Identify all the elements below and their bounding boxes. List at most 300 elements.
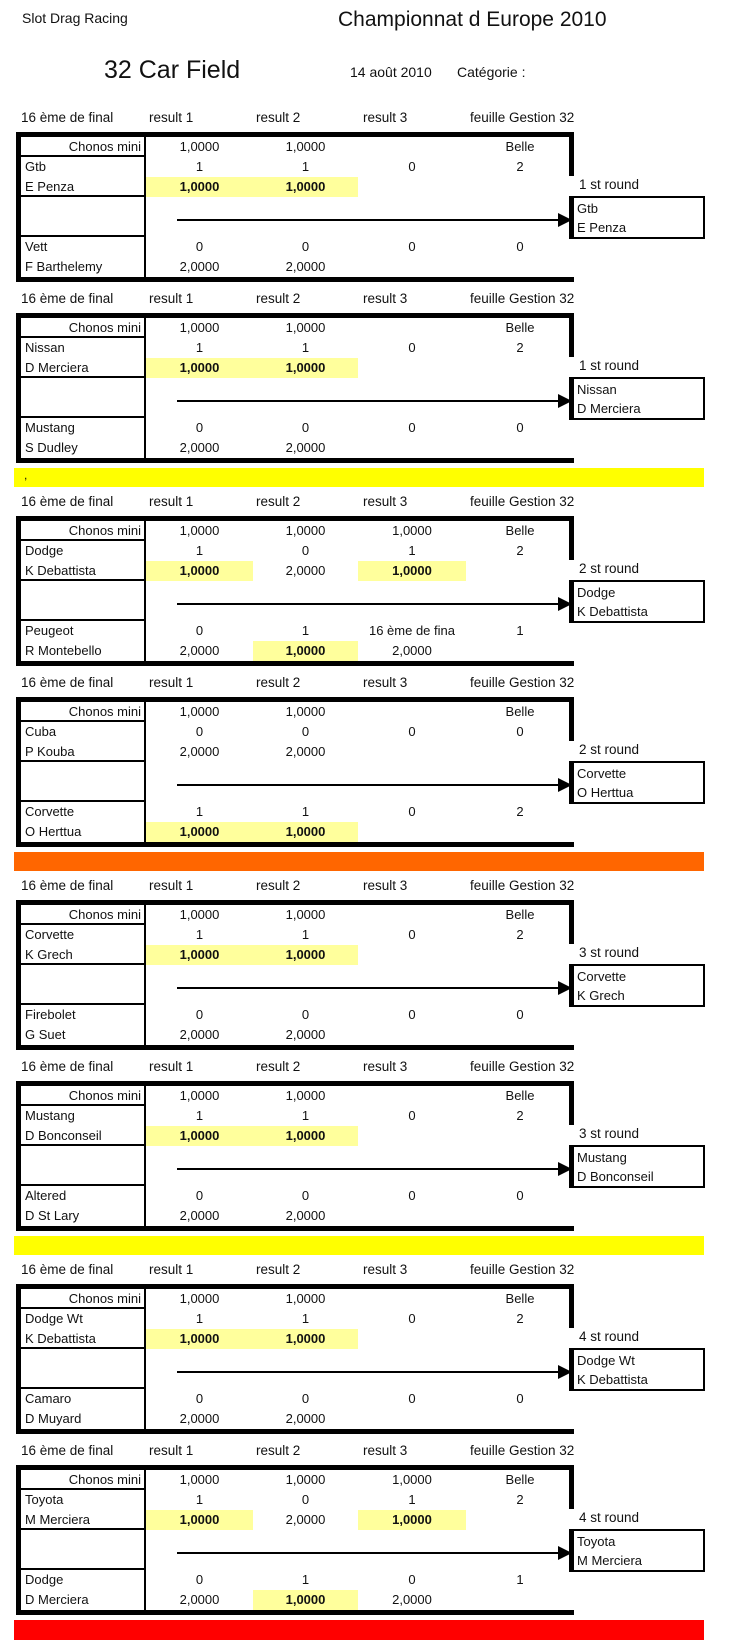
win-count: 1 <box>195 543 204 558</box>
time-cell: 2,0000 <box>179 440 220 455</box>
driver-name-bottom: R Montebello <box>21 641 146 661</box>
empty-cell <box>466 1126 574 1146</box>
bracket-stub <box>569 313 574 357</box>
belle-count: 2 <box>516 1108 524 1123</box>
col-header-sheet: feuille Gestion 32 <box>470 675 575 690</box>
driver-name-top: D Merciera <box>21 358 146 378</box>
winner-driver: D Bonconseil <box>577 1169 654 1184</box>
round-label: 2 st round <box>579 742 640 757</box>
belle-count: 0 <box>516 1188 524 1203</box>
separator-band <box>14 1620 704 1640</box>
time-cell <box>358 438 466 458</box>
winner-driver: K Debattista <box>577 1372 648 1387</box>
match-block <box>0 108 735 282</box>
winner-box <box>569 580 705 623</box>
winner-driver: O Herttua <box>577 785 634 800</box>
car-name-top: Nissan <box>21 338 146 358</box>
winner-driver: E Penza <box>577 220 627 235</box>
empty-cell <box>466 1590 574 1610</box>
chronos-label: Chonos mini <box>21 1289 146 1309</box>
win-count: 0 <box>301 239 310 254</box>
win-count: 0 <box>195 420 204 435</box>
time-cell <box>358 1206 466 1226</box>
match-table <box>16 1465 574 1615</box>
win-count: 0 <box>408 159 416 174</box>
time-cell: 2,0000 <box>179 259 220 274</box>
col-header-round: 16 ème de final <box>21 494 114 509</box>
col-header-result2: result 2 <box>256 675 301 690</box>
time-cell: 2,0000 <box>285 259 326 274</box>
col-header-result2: result 2 <box>256 878 301 893</box>
col-header-result1: result 1 <box>149 1262 194 1277</box>
empty-cell <box>466 1025 574 1045</box>
col-header-result2: result 2 <box>256 1059 301 1074</box>
win-count: 0 <box>408 1572 416 1587</box>
time-cell: 2,0000 <box>179 1208 220 1223</box>
col-header-round: 16 ème de final <box>21 1262 114 1277</box>
col-header-round: 16 ème de final <box>21 1059 114 1074</box>
separator-band <box>14 468 704 487</box>
chronos-label: Chonos mini <box>21 702 146 722</box>
win-count: 0 <box>408 1391 416 1406</box>
belle-label: Belle <box>505 523 535 538</box>
winner-car: Dodge Wt <box>577 1353 635 1368</box>
chronos-value-1: 1,0000 <box>179 1088 220 1103</box>
bracket-stub <box>569 516 574 560</box>
win-count: 0 <box>301 420 310 435</box>
time-cell <box>358 358 466 378</box>
chronos-value-2: 1,0000 <box>285 704 326 719</box>
time-cell: 1,0000 <box>146 1510 253 1530</box>
win-count: 0 <box>195 239 204 254</box>
match-table <box>16 132 574 282</box>
winner-driver: K Debattista <box>577 604 648 619</box>
car-name-bottom: Mustang <box>21 418 146 438</box>
win-count: 0 <box>301 1492 310 1507</box>
win-count: 1 <box>301 159 310 174</box>
time-cell: 1,0000 <box>253 1126 358 1146</box>
time-cell: 1,0000 <box>253 358 358 378</box>
col-header-round: 16 ème de final <box>21 291 114 306</box>
belle-count: 2 <box>516 804 524 819</box>
car-name-top: Gtb <box>21 157 146 177</box>
match-block <box>0 289 735 463</box>
belle-label: Belle <box>505 704 535 719</box>
chronos-label: Chonos mini <box>21 1470 146 1490</box>
time-cell: 1,0000 <box>146 1329 253 1349</box>
col-header-result1: result 1 <box>149 291 194 306</box>
arrow-area <box>146 1349 574 1389</box>
time-cell: 1,0000 <box>253 1329 358 1349</box>
win-count: 0 <box>408 1188 416 1203</box>
belle-count: 2 <box>516 340 524 355</box>
belle-count: 2 <box>516 1311 524 1326</box>
win-count: 1 <box>301 804 310 819</box>
winner-car: Corvette <box>577 766 627 781</box>
win-count: 1 <box>408 543 416 558</box>
separator-band <box>14 1236 704 1255</box>
advance-arrow <box>177 784 558 786</box>
win-count: 1 <box>301 623 310 638</box>
driver-name-top: K Debattista <box>21 1329 146 1349</box>
winner-car: Dodge <box>577 585 616 600</box>
empty-cell <box>466 822 574 842</box>
belle-label: Belle <box>505 907 535 922</box>
arrow-area <box>146 581 574 621</box>
round-label: 1 st round <box>579 358 640 373</box>
match-block <box>0 1441 735 1615</box>
col-header-round: 16 ème de final <box>21 878 114 893</box>
win-count: 1 <box>195 804 204 819</box>
winner-box <box>569 1529 705 1572</box>
chronos-value-1: 1,0000 <box>179 523 220 538</box>
winner-car: Mustang <box>577 1150 627 1165</box>
time-cell: 1,0000 <box>358 561 466 581</box>
driver-name-bottom: F Barthelemy <box>21 257 146 277</box>
col-header-sheet: feuille Gestion 32 <box>470 878 575 893</box>
advance-arrow <box>177 987 558 989</box>
arrow-area <box>146 197 574 237</box>
time-cell <box>358 257 466 277</box>
chronos-value-3 <box>358 905 466 925</box>
match-table <box>16 900 574 1050</box>
win-count: 1 <box>195 340 204 355</box>
round-label: 3 st round <box>579 945 640 960</box>
time-cell: 1,0000 <box>146 358 253 378</box>
car-name-top: Dodge Wt <box>21 1309 146 1329</box>
empty-cell <box>466 438 574 458</box>
time-cell <box>358 822 466 842</box>
belle-count: 2 <box>516 927 524 942</box>
advance-arrow <box>177 1168 558 1170</box>
empty-cell <box>466 742 574 762</box>
connector-box <box>21 197 146 237</box>
match-table <box>16 697 574 847</box>
time-cell: 2,0000 <box>285 1411 326 1426</box>
chronos-value-2: 1,0000 <box>285 907 326 922</box>
driver-name-bottom: D Merciera <box>21 1590 146 1610</box>
belle-label: Belle <box>505 320 535 335</box>
time-cell: 2,0000 <box>179 1592 220 1607</box>
match-block <box>0 492 735 666</box>
winner-box <box>569 1145 705 1188</box>
win-count: 0 <box>408 420 416 435</box>
time-cell: 1,0000 <box>253 945 358 965</box>
win-count: 1 <box>301 1311 310 1326</box>
time-cell <box>358 1126 466 1146</box>
arrow-area <box>146 1530 574 1570</box>
page-title: Championnat d Europe 2010 <box>338 8 607 31</box>
time-cell: 2,0000 <box>179 643 220 658</box>
car-name-bottom: Vett <box>21 237 146 257</box>
chronos-value-2: 1,0000 <box>285 1472 326 1487</box>
time-cell: 2,0000 <box>285 1512 326 1527</box>
bracket-stub <box>569 1465 574 1509</box>
win-count: 0 <box>408 340 416 355</box>
win-count: 1 <box>195 159 204 174</box>
time-cell: 2,0000 <box>179 744 220 759</box>
col-header-sheet: feuille Gestion 32 <box>470 1262 575 1277</box>
car-name-bottom: Dodge <box>21 1570 146 1590</box>
chronos-label: Chonos mini <box>21 521 146 541</box>
belle-count: 1 <box>516 1572 524 1587</box>
chronos-value-2: 1,0000 <box>285 1291 326 1306</box>
win-count: 1 <box>195 1108 204 1123</box>
driver-name-bottom: D St Lary <box>21 1206 146 1226</box>
time-cell: 1,0000 <box>253 1590 358 1610</box>
bracket-stub <box>569 1284 574 1328</box>
win-count: 0 <box>195 1391 204 1406</box>
col-header-result2: result 2 <box>256 110 301 125</box>
driver-name-bottom: G Suet <box>21 1025 146 1045</box>
win-count: 0 <box>195 1007 204 1022</box>
round-label: 1 st round <box>579 177 640 192</box>
winner-car: Gtb <box>577 201 598 216</box>
col-header-result1: result 1 <box>149 878 194 893</box>
time-cell: 2,0000 <box>179 1411 220 1426</box>
event-date: 14 août 2010 <box>350 64 432 80</box>
chronos-value-3 <box>358 702 466 722</box>
belle-count: 2 <box>516 159 524 174</box>
belle-count: 0 <box>516 239 524 254</box>
win-count: 0 <box>301 1188 310 1203</box>
winner-box <box>569 196 705 239</box>
col-header-sheet: feuille Gestion 32 <box>470 291 575 306</box>
col-header-result1: result 1 <box>149 1443 194 1458</box>
time-cell: 2,0000 <box>392 643 432 658</box>
win-count: 1 <box>408 1492 416 1507</box>
time-cell: 1,0000 <box>253 822 358 842</box>
col-header-result3: result 3 <box>363 675 408 690</box>
chronos-value-3 <box>358 1289 466 1309</box>
time-cell: 2,0000 <box>285 1027 326 1042</box>
time-cell: 1,0000 <box>146 945 253 965</box>
match-block <box>0 1260 735 1434</box>
match-table <box>16 1081 574 1231</box>
col-header-result2: result 2 <box>256 291 301 306</box>
time-cell: 1,0000 <box>146 1126 253 1146</box>
col-header-sheet: feuille Gestion 32 <box>470 1443 575 1458</box>
win-count: 1 <box>301 1572 310 1587</box>
belle-count: 0 <box>516 1391 524 1406</box>
col-header-result1: result 1 <box>149 494 194 509</box>
empty-cell <box>466 641 574 661</box>
winner-box <box>569 761 705 804</box>
advance-arrow <box>177 603 558 605</box>
arrow-area <box>146 762 574 802</box>
time-cell <box>358 1025 466 1045</box>
col-header-result3: result 3 <box>363 110 408 125</box>
time-cell: 1,0000 <box>358 1510 466 1530</box>
car-name-bottom: Camaro <box>21 1389 146 1409</box>
bracket-sheet <box>0 108 735 1640</box>
arrow-area <box>146 1146 574 1186</box>
car-name-bottom: Corvette <box>21 802 146 822</box>
win-count: 0 <box>195 1188 204 1203</box>
belle-label: Belle <box>505 1291 535 1306</box>
win-count: 0 <box>408 927 416 942</box>
col-header-result1: result 1 <box>149 110 194 125</box>
time-cell: 1,0000 <box>146 561 253 581</box>
col-header-result3: result 3 <box>363 1262 408 1277</box>
winner-car: Nissan <box>577 382 617 397</box>
time-cell: 2,0000 <box>285 440 326 455</box>
title-bar <box>0 0 735 108</box>
chronos-value-2: 1,0000 <box>285 320 326 335</box>
time-cell: 1,0000 <box>146 177 253 197</box>
col-header-result2: result 2 <box>256 1443 301 1458</box>
car-name-top: Dodge <box>21 541 146 561</box>
connector-box <box>21 378 146 418</box>
time-cell <box>358 177 466 197</box>
band-text: , <box>24 468 28 482</box>
bracket-stub <box>569 697 574 741</box>
chronos-value-3: 1,0000 <box>392 523 432 538</box>
belle-label: Belle <box>505 139 535 154</box>
win-count: 0 <box>195 623 204 638</box>
connector-box <box>21 1530 146 1570</box>
chronos-value-1: 1,0000 <box>179 704 220 719</box>
match-block <box>0 1057 735 1231</box>
winner-car: Corvette <box>577 969 627 984</box>
chronos-value-3 <box>358 318 466 338</box>
time-cell: 2,0000 <box>285 563 326 578</box>
col-header-round: 16 ème de final <box>21 1443 114 1458</box>
win-count: 0 <box>195 724 204 739</box>
driver-name-top: E Penza <box>21 177 146 197</box>
win-count: 1 <box>301 1108 310 1123</box>
time-cell: 1,0000 <box>146 822 253 842</box>
chronos-label: Chonos mini <box>21 905 146 925</box>
separator-band <box>14 852 704 871</box>
empty-cell <box>466 177 574 197</box>
belle-count: 0 <box>516 1007 524 1022</box>
time-cell: 2,0000 <box>392 1592 432 1607</box>
car-name-bottom: Altered <box>21 1186 146 1206</box>
belle-count: 2 <box>516 1492 524 1507</box>
empty-cell <box>466 1510 574 1530</box>
car-name-top: Corvette <box>21 925 146 945</box>
empty-cell <box>466 257 574 277</box>
win-count: 1 <box>195 1492 204 1507</box>
chronos-value-1: 1,0000 <box>179 1472 220 1487</box>
col-header-sheet: feuille Gestion 32 <box>470 1059 575 1074</box>
connector-box <box>21 1146 146 1186</box>
time-cell: 2,0000 <box>285 744 326 759</box>
winner-driver: M Merciera <box>577 1553 643 1568</box>
category-label: Catégorie : <box>457 64 526 80</box>
car-name-top: Cuba <box>21 722 146 742</box>
time-cell <box>358 945 466 965</box>
winner-box <box>569 377 705 420</box>
empty-cell <box>466 1409 574 1429</box>
col-header-result2: result 2 <box>256 1262 301 1277</box>
time-cell: 2,0000 <box>285 1208 326 1223</box>
col-header-result2: result 2 <box>256 494 301 509</box>
win-count: 0 <box>408 724 416 739</box>
belle-count: 0 <box>516 724 524 739</box>
app-title: Slot Drag Racing <box>22 10 128 26</box>
winner-box <box>569 1348 705 1391</box>
chronos-value-1: 1,0000 <box>179 1291 220 1306</box>
match-block <box>0 673 735 847</box>
chronos-value-3 <box>358 137 466 157</box>
time-cell <box>358 1409 466 1429</box>
driver-name-top: K Grech <box>21 945 146 965</box>
round-label: 4 st round <box>579 1329 640 1344</box>
car-name-bottom: Peugeot <box>21 621 146 641</box>
advance-arrow <box>177 400 558 402</box>
advance-arrow <box>177 1552 558 1554</box>
col-header-round: 16 ème de final <box>21 110 114 125</box>
winner-driver: K Grech <box>577 988 625 1003</box>
driver-name-top: M Merciera <box>21 1510 146 1530</box>
col-header-result3: result 3 <box>363 494 408 509</box>
round-label: 4 st round <box>579 1510 640 1525</box>
bracket-stub <box>569 132 574 176</box>
col-header-result3: result 3 <box>363 291 408 306</box>
belle-label: Belle <box>505 1472 535 1487</box>
chronos-value-2: 1,0000 <box>285 139 326 154</box>
belle-label: Belle <box>505 1088 535 1103</box>
time-cell: 1,0000 <box>253 177 358 197</box>
round-label: 2 st round <box>579 561 640 576</box>
win-count: 0 <box>301 1391 310 1406</box>
col-header-sheet: feuille Gestion 32 <box>470 494 575 509</box>
empty-cell <box>466 1206 574 1226</box>
chronos-value-1: 1,0000 <box>179 907 220 922</box>
win-count: 0 <box>408 1108 416 1123</box>
time-cell: 2,0000 <box>179 1027 220 1042</box>
belle-count: 0 <box>516 420 524 435</box>
chronos-value-1: 1,0000 <box>179 139 220 154</box>
col-header-result3: result 3 <box>363 1059 408 1074</box>
chronos-value-3: 1,0000 <box>392 1472 432 1487</box>
win-count: 0 <box>195 1572 204 1587</box>
empty-cell <box>466 358 574 378</box>
connector-box <box>21 581 146 621</box>
winner-car: Toyota <box>577 1534 616 1549</box>
connector-box <box>21 1349 146 1389</box>
driver-name-top: P Kouba <box>21 742 146 762</box>
belle-count: 2 <box>516 543 524 558</box>
win-count: 1 <box>195 927 204 942</box>
belle-count: 1 <box>516 623 524 638</box>
win-count: 16 ème de fina <box>368 623 455 638</box>
chronos-value-3 <box>358 1086 466 1106</box>
advance-arrow <box>177 1371 558 1373</box>
win-count: 0 <box>408 1007 416 1022</box>
winner-driver: D Merciera <box>577 401 641 416</box>
win-count: 1 <box>301 340 310 355</box>
arrow-area <box>146 378 574 418</box>
driver-name-top: D Bonconseil <box>21 1126 146 1146</box>
win-count: 0 <box>301 724 310 739</box>
bracket-stub <box>569 1081 574 1125</box>
empty-cell <box>466 1329 574 1349</box>
bracket-stub <box>569 900 574 944</box>
match-table <box>16 313 574 463</box>
win-count: 0 <box>408 804 416 819</box>
car-name-bottom: Firebolet <box>21 1005 146 1025</box>
advance-arrow <box>177 219 558 221</box>
time-cell <box>358 1329 466 1349</box>
chronos-label: Chonos mini <box>21 318 146 338</box>
driver-name-bottom: S Dudley <box>21 438 146 458</box>
connector-box <box>21 965 146 1005</box>
connector-box <box>21 762 146 802</box>
chronos-label: Chonos mini <box>21 1086 146 1106</box>
